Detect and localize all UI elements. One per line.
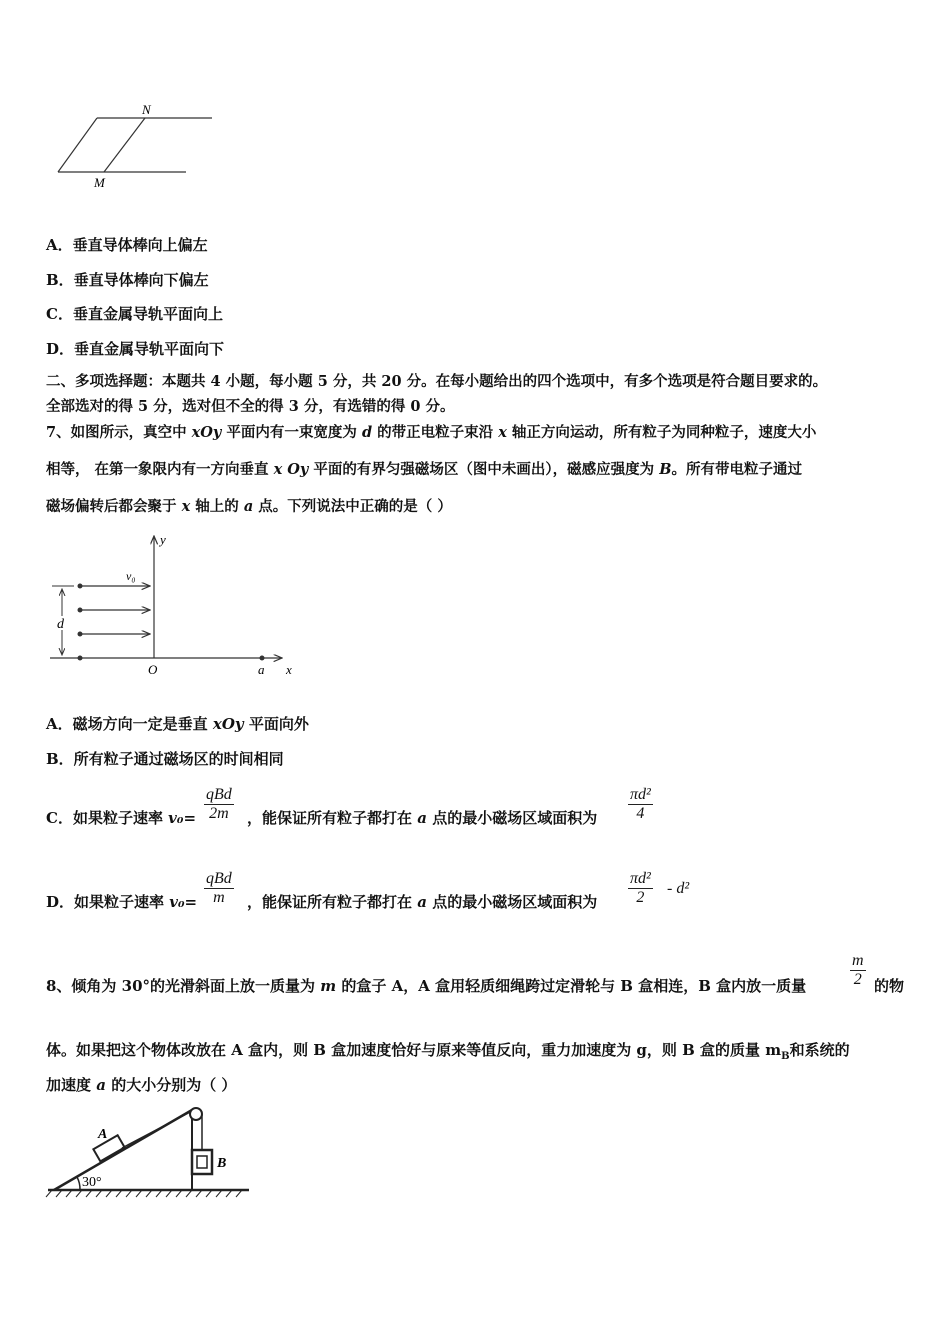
q7-line3: 磁场偏转后都会聚于 x 轴上的 a 点。下列说法中正确的是（ ） bbox=[46, 498, 452, 515]
section2-line2: 全部选对的得 5 分，选对但不全的得 3 分，有选错的得 0 分。 bbox=[46, 398, 455, 415]
section2-line1: 二、多项选择题：本题共 4 小题，每小题 5 分，共 20 分。在每小题给出的四个选项中，有多个选项是符合题目要求的。 bbox=[46, 373, 828, 390]
point-a-label: a bbox=[258, 662, 265, 677]
q7-option-c-speed-fraction: qBd 2m bbox=[206, 786, 232, 822]
rail-figure bbox=[50, 98, 220, 190]
rail-left bbox=[58, 118, 97, 172]
q7-line1: 7、如图所示，真空中 xOy 平面内有一束宽度为 d 的带正电粒子束沿 x 轴正方向运动，所有粒子为同种粒子，速度大小 bbox=[46, 424, 817, 441]
angle-arc bbox=[77, 1177, 80, 1190]
q7-option-c-rest: ，能保证所有粒子都打在 a 点的最小磁场区域面积为 bbox=[247, 809, 598, 827]
q6-option-b: B．垂直导体棒向下偏左 bbox=[46, 271, 209, 289]
q6-option-c: C．垂直金属导轨平面向上 bbox=[46, 305, 223, 323]
q7-line2: 相等， 在第一象限内有一方向垂直 x Oy 平面的有界匀强磁场区（图中未画出），磁感应强度为 B。所有带电粒子通过 bbox=[46, 461, 802, 478]
angle-label: 30° bbox=[82, 1175, 102, 1190]
q7-option-c-area-fraction: πd² 4 bbox=[630, 786, 651, 822]
q6-option-a: A．垂直导体棒向上偏左 bbox=[46, 236, 208, 254]
pulley bbox=[190, 1108, 202, 1120]
particle bbox=[78, 656, 83, 661]
q7-option-d-area-fraction: πd² 2 bbox=[630, 870, 651, 906]
box-a-label: A bbox=[98, 1127, 108, 1142]
q8-line2: 体。如果把这个物体改放在 A 盒内，则 B 盒加速度恰好与原来等值反向，重力加速度为 g，则 B 盒的质量 $m_B$和系统的 bbox=[46, 1041, 850, 1062]
conductor-rod bbox=[104, 118, 145, 172]
q7-option-d: D．如果粒子速率 v₀= bbox=[46, 893, 198, 911]
label-n: N bbox=[142, 102, 151, 117]
q8-mass-fraction: m 2 bbox=[852, 952, 864, 988]
q7-option-c: C．如果粒子速率 v₀= bbox=[46, 809, 197, 827]
q8-line1-tail: 的物 bbox=[874, 977, 905, 995]
box-b-label: B bbox=[217, 1156, 227, 1171]
q7-option-d-rest: ，能保证所有粒子都打在 a 点的最小磁场区域面积为 bbox=[247, 893, 598, 911]
label-m: M bbox=[94, 175, 105, 190]
q7-option-a: A．磁场方向一定是垂直 xOy 平面向外 bbox=[46, 715, 309, 733]
y-axis-label: y bbox=[160, 532, 166, 547]
q8-line3: 加速度 a 的大小分别为（ ） bbox=[46, 1076, 237, 1094]
rope-incline bbox=[122, 1110, 194, 1148]
q7-option-d-speed-fraction: qBd m bbox=[206, 870, 232, 906]
origin-label: O bbox=[148, 662, 158, 677]
d-label: d bbox=[57, 617, 64, 632]
q8-line1: 8、倾角为 30°的光滑斜面上放一质量为 m 的盒子 A，A 盒用轻质细绳跨过定滑轮与 B 盒相连，B 盒内放一质量 bbox=[46, 977, 807, 995]
q8-incline-figure bbox=[44, 1104, 254, 1204]
point-a bbox=[260, 656, 265, 661]
q7-option-b: B．所有粒子通过磁场区的时间相同 bbox=[46, 750, 284, 768]
q7-particle-figure bbox=[44, 528, 304, 678]
v0-label: v₀ bbox=[126, 569, 136, 583]
q7-option-d-area-tail: - d² bbox=[667, 880, 690, 897]
x-axis-label: x bbox=[286, 662, 292, 677]
q6-option-d: D．垂直金属导轨平面向下 bbox=[46, 340, 225, 358]
box-b-inner bbox=[197, 1156, 207, 1168]
